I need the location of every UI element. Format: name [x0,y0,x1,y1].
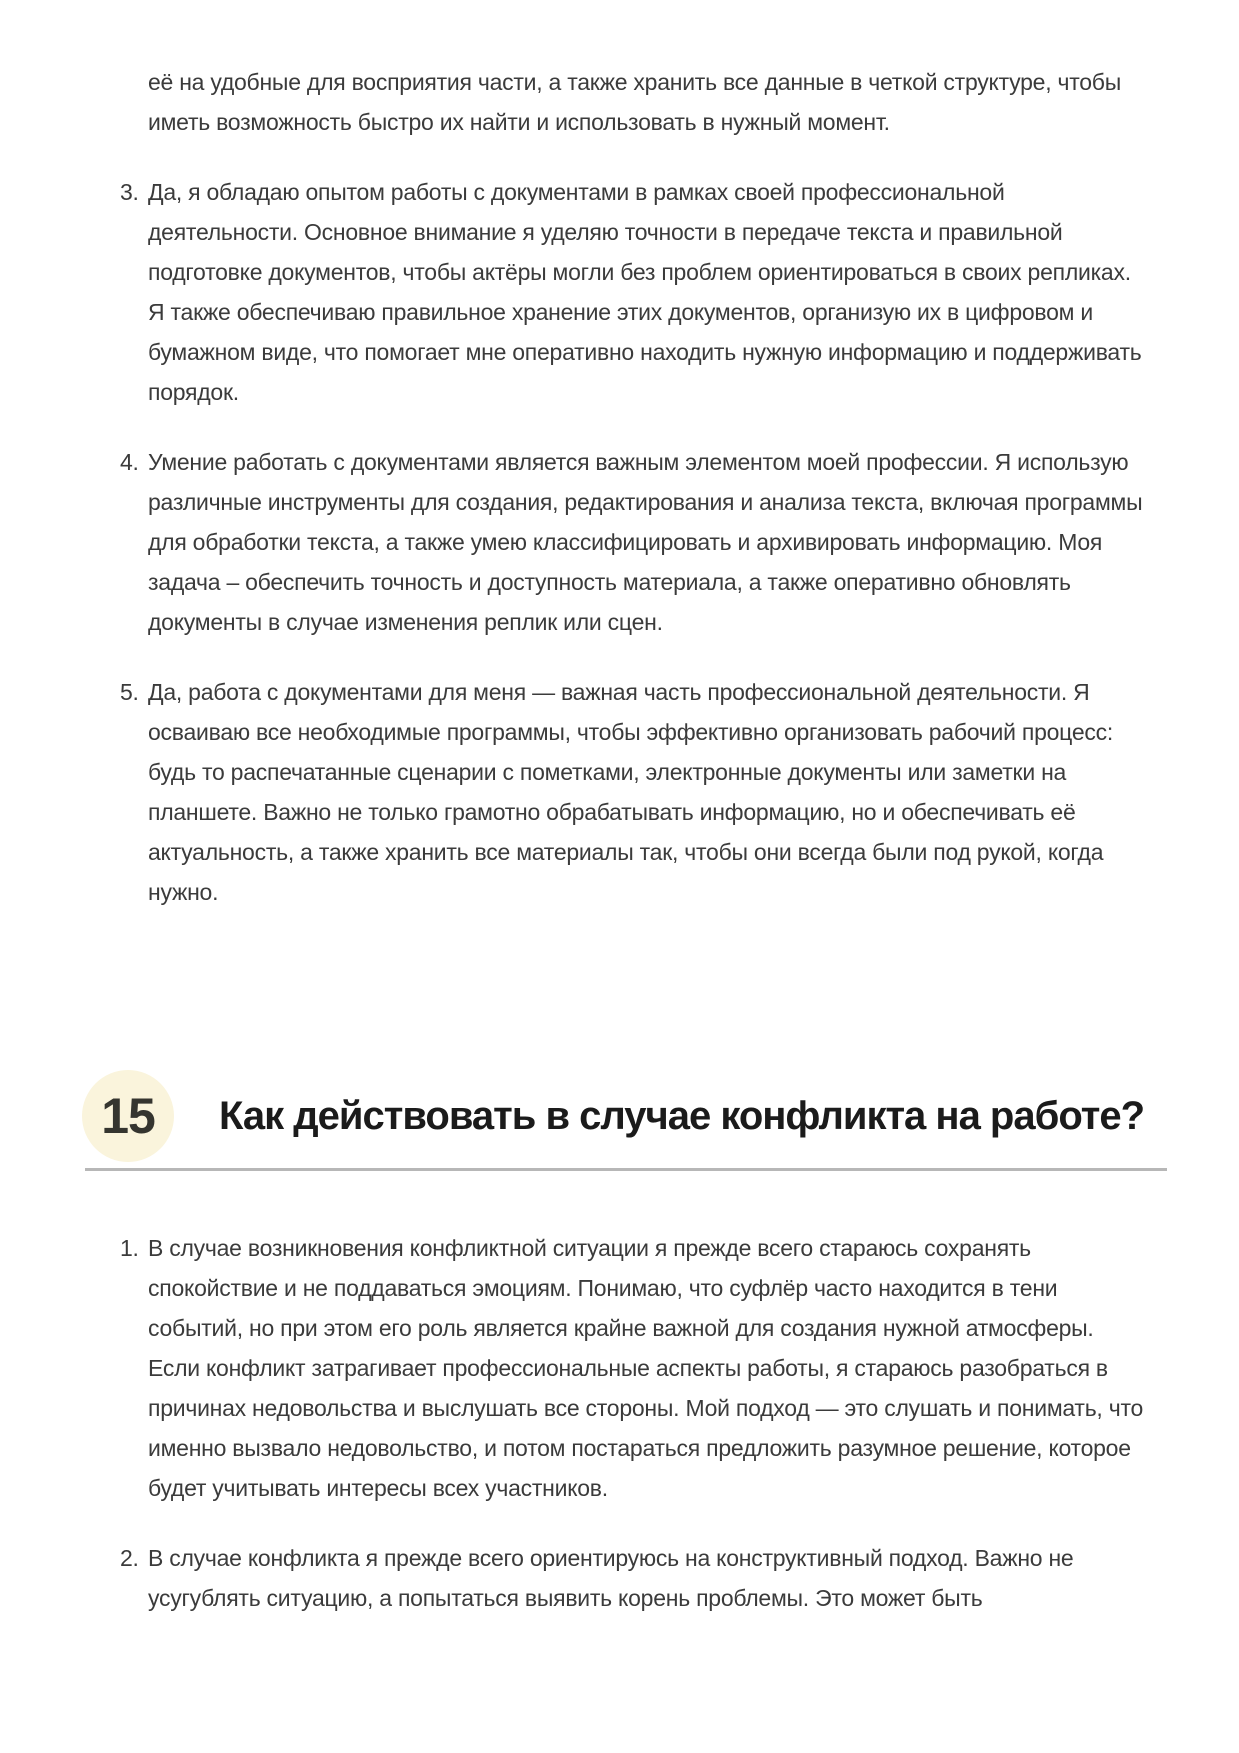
list-number: 2. [120,1545,139,1571]
list-item-1 [120,1228,1149,1508]
list-item-text: В случае конфликта я прежде всего ориентируюсь на конструктивный подход. Важно не усугублять ситуацию, а попытаться выявить корень проблемы. Это может быть [148,1545,1074,1611]
list-item-text: Умение работать с документами является важным элементом моей профессии. Я использую различные инструменты для создания, редактирования и анализа текста, включая программы для обработки текста, а также умею классифицировать и архивировать информацию. Моя задача – обеспечить точность и доступность материала, а также оперативно обновлять документы в случае изменения реплик или сцен. [148,449,1143,635]
section-number-badge [82,1070,174,1162]
list-item-3 [120,172,1149,412]
list-number: 5. [120,679,139,705]
list-number: 3. [120,179,139,205]
list-item-text: В случае возникновения конфликтной ситуации я прежде всего стараюсь сохранять спокойствие и не поддаваться эмоциям. Понимаю, что суфлёр часто находится в тени событий, но при этом его роль является крайне важной для создания нужной атмосферы. Если конфликт затрагивает профессиональные аспекты работы, я стараюсь разобраться в причинах недовольства и выслушать все стороны. Мой подход — это слушать и понимать, что именно вызвало недовольство, и потом постараться предложить разумное решение, которое будет учитывать интересы всех участников. [148,1235,1144,1501]
list-number: 4. [120,449,139,475]
section-number: 15 [101,1088,155,1144]
list-item-5 [120,672,1149,912]
paragraph-continuation: её на удобные для восприятия части, а также хранить все данные в четкой структуре, чтобы иметь возможность быстро их найти и использовать в нужный момент. [148,69,1121,135]
list-item-text: Да, работа с документами для меня — важная часть профессиональной деятельности. Я осваиваю все необходимые программы, чтобы эффективно организовать рабочий процесс: будь то распечатанные сценарии с пометками, электронные документы или заметки на планшете. Важно не только грамотно обрабатывать информацию, но и обеспечивать её актуальность, а также хранить все материалы так, чтобы они всегда были под рукой, когда нужно. [148,679,1113,905]
list-item-4 [120,442,1149,642]
section-header [82,1070,1149,1162]
list-item-text: Да, я обладаю опытом работы с документами в рамках своей профессиональной деятельности. Основное внимание я уделяю точности в передаче текста и правильной подготовке документов, чтобы актёры могли без проблем ориентироваться в своих репликах. Я также обеспечиваю правильное хранение этих документов, организую их в цифровом и бумажном виде, что помогает мне оперативно находить нужную информацию и поддерживать порядок. [148,179,1142,405]
section-divider [85,1168,1167,1171]
list-number: 1. [120,1235,139,1261]
answers-list [120,1228,1149,1618]
list-item-2 [120,1538,1149,1618]
section-title: Как действовать в случае конфликта на работе? [219,1094,1145,1138]
